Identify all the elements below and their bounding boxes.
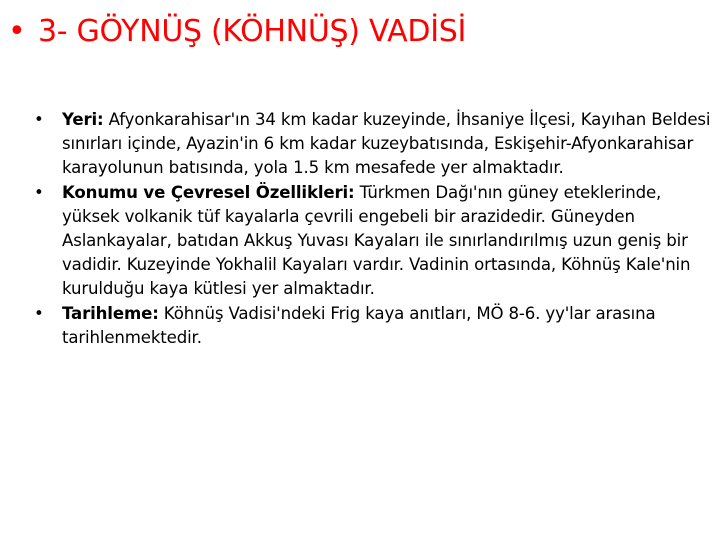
- list-item-dating: [34, 302, 714, 350]
- list-item-location: [34, 108, 714, 181]
- item-label: Konumu ve Çevresel Özellikleri:: [62, 182, 355, 202]
- list-item-environment: [34, 181, 714, 302]
- bullet-icon: •: [34, 110, 44, 129]
- bullet-icon: •: [34, 182, 44, 202]
- item-label: Tarihleme:: [62, 303, 159, 323]
- item-text: Köhnüş Vadisi'ndeki Frig kaya anıtları, MÖ 8-6. yy'lar arasına tarihlenmektedir.: [62, 303, 656, 347]
- slide-title: [8, 10, 708, 62]
- item-label: Yeri:: [62, 110, 104, 129]
- bullet-icon: •: [34, 303, 44, 323]
- content-list: [34, 108, 714, 350]
- title-bullet: •: [8, 14, 26, 49]
- title-text: 3- GÖYNÜŞ (KÖHNÜŞ) VADİSİ: [38, 14, 467, 49]
- item-text: Afyonkarahisar'ın 34 km kadar kuzeyinde, İhsaniye İlçesi, Kayıhan Beldesi sınırları içinde, Ayazin'in 6 km kadar kuzeybatısında, Eskişehir-Afyonkarahisar karayolunun batısında, yola 1.5 km mesafede yer almaktadır.: [62, 110, 711, 178]
- item-text: Türkmen Dağı'nın güney eteklerinde, yüksek volkanik tüf kayalarla çevrili engebeli bir arazidedir. Güneyden Aslankayalar, batıdan Akkuş Yuvası Kayaları ile sınırlandırılmış uzun geniş bir vadidir. Kuzeyinde Yokhalil Kayaları vardır. Vadinin ortasında, Köhnüş Kale'nin kurulduğu kaya kütlesi yer almaktadır.: [62, 182, 691, 299]
